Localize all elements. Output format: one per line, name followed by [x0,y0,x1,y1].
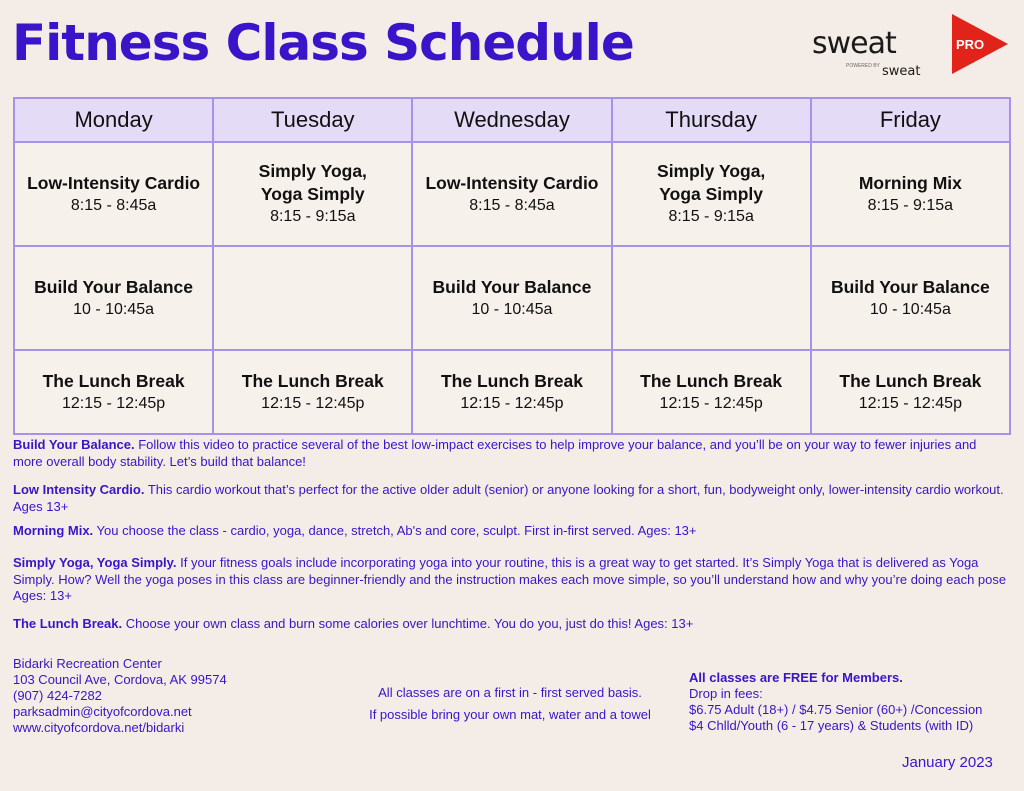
description-title: Morning Mix. [13,523,94,538]
fees-youth: $4 Chlld/Youth (6 - 17 years) & Students (with ID) [689,718,974,733]
description-text: Choose your own class and burn some calories over lunchtime. You do you, just do this! Ages: 13+ [122,616,694,631]
class-time: 12:15 - 12:45p [460,394,564,412]
class-time: 12:15 - 12:45p [858,394,962,412]
class-time: 8:15 - 8:45a [469,196,555,214]
note-line: If possible bring your own mat, water and a towel [369,707,651,722]
description-build-your-balance [13,437,1008,470]
description-low-intensity-cardio [13,482,1008,515]
class-name: Low-Intensity Cardio [27,172,201,193]
class-name: The Lunch Break [42,370,185,391]
description-text: You choose the class - cardio, yoga, dance, stretch, Ab's and core, sculpt. First in-first served. Ages: 13+ [93,523,697,538]
schedule-row [14,350,1010,434]
class-cell [14,350,213,434]
schedule-table [13,97,1011,435]
class-time: 8:15 - 9:15a [270,208,356,225]
fees-block [689,670,982,734]
notes-block [300,682,720,726]
class-cell [811,246,1010,350]
logo-sub-brand: sweat [882,64,921,79]
schedule-header-row [14,98,1010,142]
empty-cell [612,246,811,350]
class-time: 10 - 10:45a [869,300,951,318]
class-time: 8:15 - 8:45a [70,196,157,214]
day-header: Monday [14,98,213,142]
day-header: Tuesday [213,98,412,142]
class-time: 10 - 10:45a [73,300,155,318]
class-name: Build Your Balance [830,276,990,297]
class-name: Low-Intensity Cardio [425,172,599,193]
description-morning-mix [13,523,1008,540]
description-text: This cardio workout that’s perfect for the active older adult (senior) or anyone looking for a short, fun, bodyweight only, lower-intensity cardio workout. Ages 13+ [13,482,1004,514]
class-time: 8:15 - 9:15a [867,196,954,214]
class-time: 8:15 - 9:15a [668,208,754,225]
description-simply-yoga [13,555,1008,605]
sweat-pro-logo [812,14,1012,84]
schedule-row [14,142,1010,246]
class-name: Build Your Balance [432,276,592,297]
class-cell [14,246,213,350]
class-cell [412,350,611,434]
class-cell [213,142,412,246]
description-title: Build Your Balance. [13,437,135,452]
class-cell [14,142,213,246]
schedule-date: January 2023 [902,754,993,771]
contact-email[interactable]: parksadmin@cityofcordova.net [13,704,192,719]
class-name: The Lunch Break [640,370,783,391]
class-cell [811,350,1010,434]
fees-headline: All classes are FREE for Members. [689,670,903,685]
class-time: 12:15 - 12:45p [61,394,166,412]
description-title: The Lunch Break. [13,616,123,631]
description-title: Low Intensity Cardio. [13,482,145,497]
class-cell [612,350,811,434]
day-header: Thursday [612,98,811,142]
description-title: Simply Yoga, Yoga Simply. [13,555,177,570]
class-time: 10 - 10:45a [471,300,553,318]
class-cell [412,142,611,246]
class-name: Yoga Simply [659,184,764,204]
class-name: The Lunch Break [839,370,982,391]
class-name: Build Your Balance [34,276,194,297]
contact-block [13,656,227,736]
note-line: All classes are on a first in - first served basis. [378,685,642,700]
class-time: 12:15 - 12:45p [659,394,763,412]
fees-adult: $6.75 Adult (18+) / $4.75 Senior (60+) /Concession [689,702,983,717]
contact-website[interactable]: www.cityofcordova.net/bidarki [13,720,185,735]
contact-name: Bidarki Recreation Center [13,656,162,671]
class-cell [213,350,412,434]
class-name: The Lunch Break [440,370,583,391]
contact-phone: (907) 424-7282 [13,688,102,703]
description-text: Follow this video to practice several of the best low-impact exercises to help improve your balance, and you’ll be on your way to fewer injuries and more overall body stability. Let’s build that balance! [13,437,977,469]
empty-cell [213,246,412,350]
class-cell [412,246,611,350]
description-text: If your fitness goals include incorporating yoga into your routine, this is a great way to get started. It’s Simply Yoga that is delivered as Yoga Simply. How? Well the yoga poses in this class are beginner-friendly and the instruction makes each move simple, so you’ll understand how and why you’re doing each pose Ages: 13+ [13,555,1007,603]
schedule-row [14,246,1010,350]
class-name: Yoga Simply [260,184,365,204]
class-cell [811,142,1010,246]
logo-pro-badge: PRO [956,37,985,52]
contact-address: 103 Council Ave, Cordova, AK 99574 [13,672,227,687]
day-header: Friday [811,98,1010,142]
logo-powered-by: POWERED BY [846,63,880,69]
class-name: Simply Yoga, [657,161,766,181]
class-name: The Lunch Break [241,370,384,391]
class-time: 12:15 - 12:45p [261,394,365,412]
class-name: Simply Yoga, [258,161,367,181]
page-title: Fitness Class Schedule [12,14,634,72]
description-lunch-break [13,616,1008,633]
day-header: Wednesday [412,98,611,142]
fees-label: Drop in fees: [689,686,763,701]
logo-brand-text: sweat [812,26,896,61]
class-cell [612,142,811,246]
class-name: Morning Mix [858,172,962,193]
